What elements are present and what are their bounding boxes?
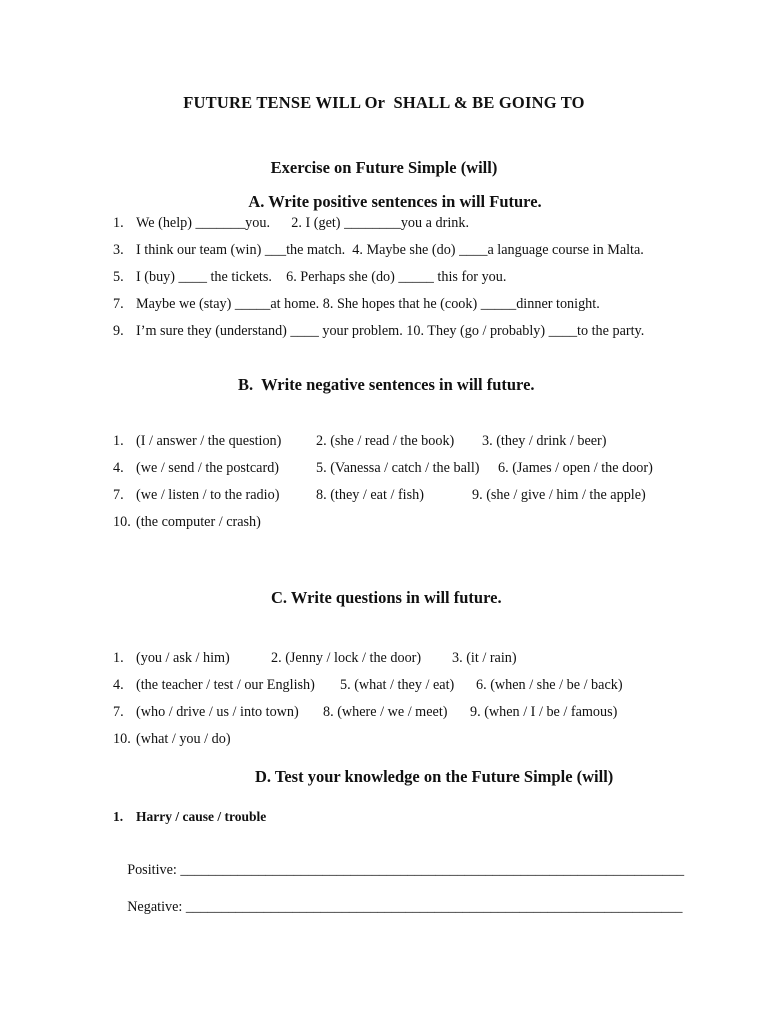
section-c-number: 10. — [113, 731, 131, 747]
negative-answer-line[interactable] — [113, 882, 682, 933]
negative-label: Negative: — [127, 899, 186, 915]
page-title: FUTURE TENSE WILL Or SHALL & BE GOING TO — [183, 93, 585, 112]
section-c-prompt: 8. (where / we / meet) — [323, 704, 448, 720]
section-b-number: 1. — [113, 433, 124, 449]
section-a-sentences: Maybe we (stay) _____at home. 8. She hopes that he (cook) _____dinner tonight. — [136, 296, 600, 312]
section-c-prompt: (what / you / do) — [136, 731, 231, 747]
section-a-number: 3. — [113, 242, 124, 258]
section-a-heading: A. Write positive sentences in will Future. — [248, 192, 542, 211]
section-a-sentences: I think our team (win) ___the match. 4. Maybe she (do) ____a language course in Malta. — [136, 242, 644, 258]
section-b-prompt: (I / answer / the question) — [136, 433, 282, 449]
section-c-heading: C. Write questions in will future. — [271, 588, 502, 607]
section-b-prompt: 9. (she / give / him / the apple) — [472, 487, 646, 503]
section-a-number: 9. — [113, 323, 124, 339]
section-b-prompt: 3. (they / drink / beer) — [482, 433, 607, 449]
section-c-number: 7. — [113, 704, 124, 720]
positive-label: Positive: — [127, 862, 181, 878]
section-c-prompt: 2. (Jenny / lock / the door) — [271, 650, 422, 666]
section-a-sentences: I’m sure they (understand) ____ your problem. 10. They (go / probably) ____to the party. — [136, 323, 645, 339]
exercise-subtitle: Exercise on Future Simple (will) — [270, 158, 498, 177]
section-b-prompt: 2. (she / read / the book) — [316, 433, 455, 449]
section-b-prompt: (we / send / the postcard) — [136, 460, 280, 476]
section-b-number: 7. — [113, 487, 124, 503]
section-c-prompt: (the teacher / test / our English) — [136, 677, 315, 693]
section-a-number: 7. — [113, 296, 124, 312]
section-b-number: 10. — [113, 514, 131, 530]
section-c-number: 1. — [113, 650, 124, 666]
section-d-item-prompt: Harry / cause / trouble — [136, 809, 267, 824]
section-a-sentences: I (buy) ____ the tickets. 6. Perhaps she (do) _____ this for you. — [136, 269, 507, 285]
section-b-heading: B. Write negative sentences in will future. — [238, 375, 535, 394]
section-c-prompt: (you / ask / him) — [136, 650, 230, 666]
section-c-prompt: 6. (when / she / be / back) — [476, 677, 623, 693]
negative-blank[interactable]: ______________________________________________________________________ — [185, 899, 683, 915]
section-d-heading: D. Test your knowledge on the Future Simple (will) — [255, 767, 614, 786]
section-a-number: 5. — [113, 269, 124, 285]
section-b-prompt: (we / listen / to the radio) — [136, 487, 280, 503]
positive-blank[interactable]: _______________________________________________________________________ — [180, 862, 685, 878]
section-a-sentences: We (help) _______you. 2. I (get) ________you a drink. — [136, 215, 469, 231]
section-b-prompt: 5. (Vanessa / catch / the ball) — [316, 460, 480, 476]
section-c-prompt: 3. (it / rain) — [452, 650, 517, 666]
section-c-prompt: 5. (what / they / eat) — [340, 677, 455, 693]
section-c-prompt: (who / drive / us / into town) — [136, 704, 299, 720]
section-d-item-number: 1. — [113, 809, 124, 824]
section-a-number: 1. — [113, 215, 124, 231]
section-b-prompt: (the computer / crash) — [136, 514, 261, 530]
section-b-prompt: 6. (James / open / the door) — [498, 460, 653, 476]
section-c-prompt: 9. (when / I / be / famous) — [470, 704, 618, 720]
section-b-number: 4. — [113, 460, 124, 476]
section-b-prompt: 8. (they / eat / fish) — [316, 487, 424, 503]
section-c-number: 4. — [113, 677, 124, 693]
